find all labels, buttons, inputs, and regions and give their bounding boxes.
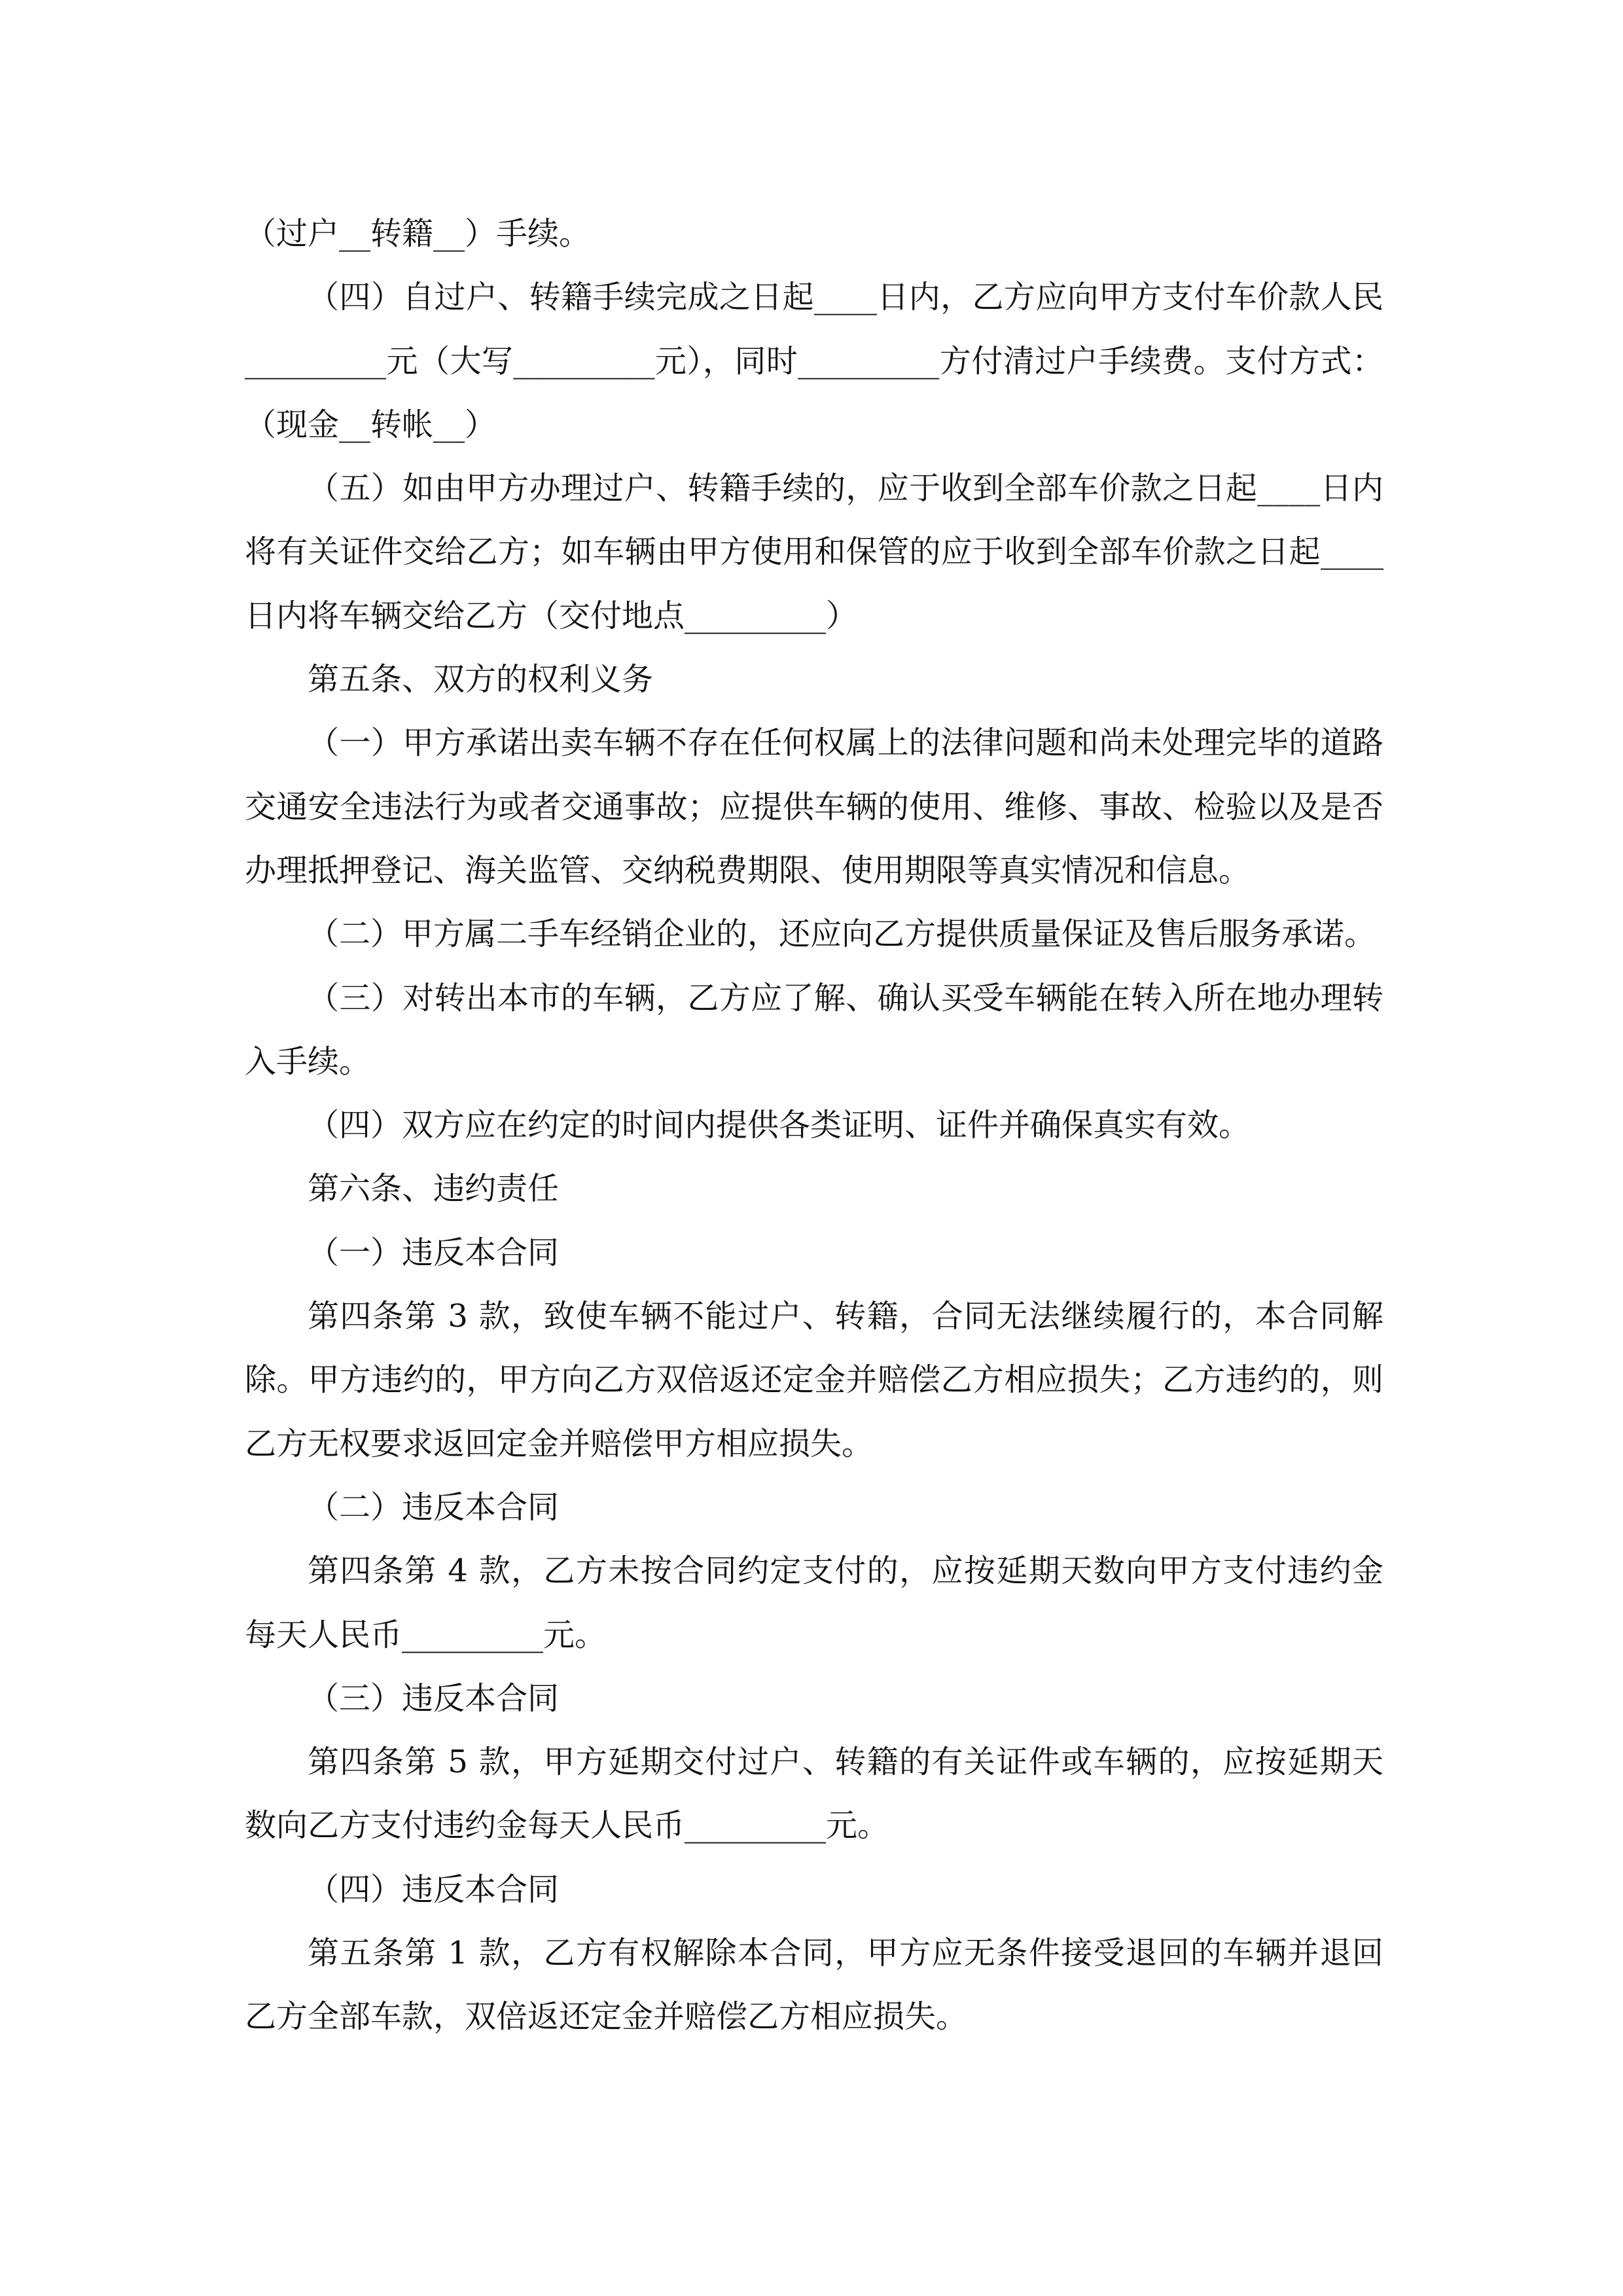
paragraph-clause-6-1-body: 第四条第 3 款，致使车辆不能过户、转籍，合同无法继续履行的，本合同解除。甲方违约的，甲方向乙方双倍返还定金并赔偿乙方相应损失；乙方违约的，则乙方无权要求返回定金并赔偿甲方相应损失。: [245, 1298, 1383, 1462]
paragraph-transfer-procedure: （过户__转籍__）手续。: [245, 215, 591, 252]
paragraph-clause-5-4: （四）双方应在约定的时间内提供各类证明、证件并确保真实有效。: [308, 1107, 1251, 1144]
heading-article-6: 第六条、违约责任: [308, 1170, 560, 1208]
paragraph-clause-5-1: （一）甲方承诺出卖车辆不存在任何权属上的法律问题和尚未处理完毕的道路交通安全违法行为或者交通事故；应提供车辆的使用、维修、事故、检验以及是否办理抵押登记、海关监管、交纳税费期限、使用期限等真实情况和信息。: [245, 725, 1383, 889]
paragraph-clause-6-1-heading: （一）违反本合同: [308, 1234, 560, 1271]
paragraph-clause-5-2: （二）甲方属二手车经销企业的，还应向乙方提供质量保证及售后服务承诺。: [308, 916, 1376, 953]
paragraph-clause-4-4-payment: （四）自过户、转籍手续完成之日起____日内，乙方应向甲方支付车价款人民_________元（大写_________元），同时_________方付清过户手续费。支付方式：（现金__转帐__）: [245, 279, 1383, 443]
paragraph-clause-6-3-heading: （三）违反本合同: [308, 1679, 560, 1717]
paragraph-clause-6-4-body: 第五条第 1 款，乙方有权解除本合同，甲方应无条件接受退回的车辆并退回乙方全部车款，双倍返还定金并赔偿乙方相应损失。: [245, 1935, 1383, 2036]
paragraph-clause-5-3: （三）对转出本市的车辆，乙方应了解、确认买受车辆能在转入所在地办理转入手续。: [245, 979, 1383, 1080]
contract-body: [245, 202, 1383, 2049]
paragraph-clause-6-2-body: 第四条第 4 款，乙方未按合同约定支付的，应按延期天数向甲方支付违约金每天人民币_________元。: [245, 1552, 1383, 1653]
paragraph-clause-4-5-delivery: （五）如由甲方办理过户、转籍手续的，应于收到全部车价款之日起____日内将有关证件交给乙方；如车辆由甲方使用和保管的应于收到全部车价款之日起____日内将车辆交给乙方（交付地点_________）: [245, 470, 1383, 634]
paragraph-clause-6-2-heading: （二）违反本合同: [308, 1488, 560, 1526]
heading-article-5: 第五条、双方的权利义务: [308, 661, 654, 698]
paragraph-clause-6-4-heading: （四）违反本合同: [308, 1871, 560, 1908]
paragraph-clause-6-3-body: 第四条第 5 款，甲方延期交付过户、转籍的有关证件或车辆的，应按延期天数向乙方支付违约金每天人民币_________元。: [245, 1744, 1383, 1844]
